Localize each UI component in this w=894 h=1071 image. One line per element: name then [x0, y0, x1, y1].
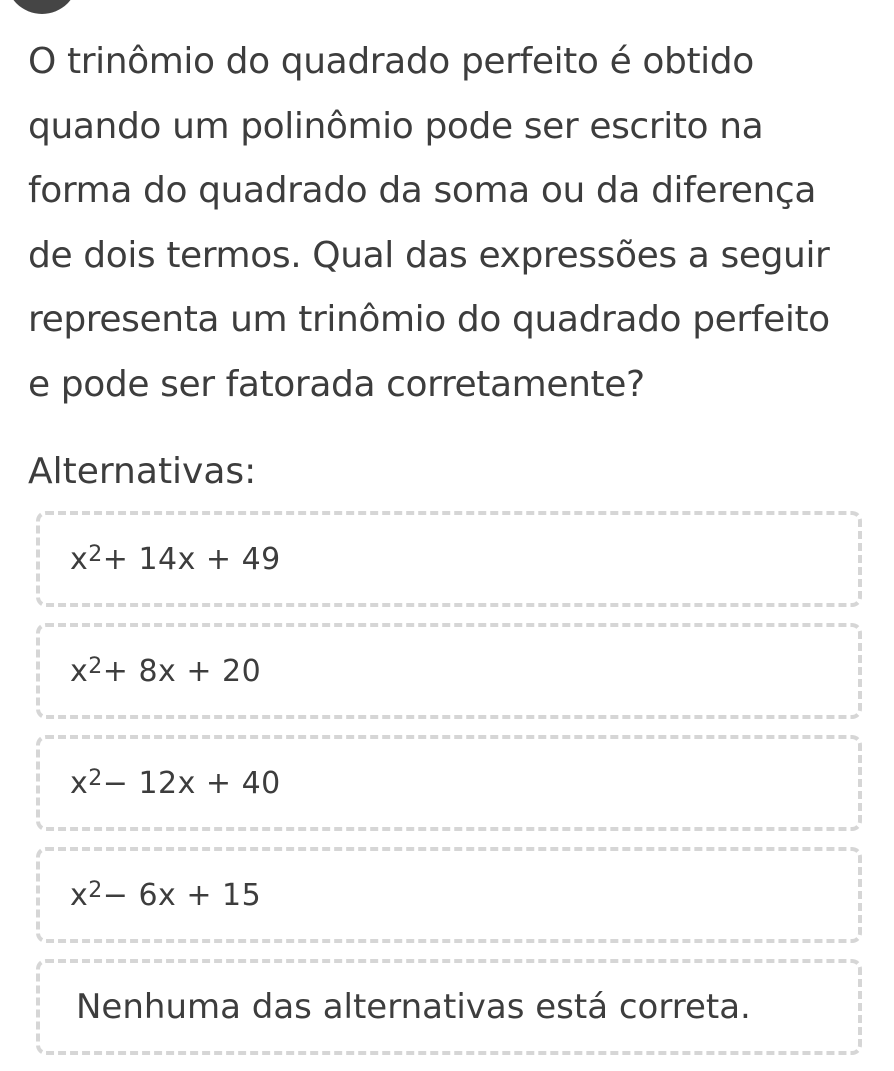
question-line: forma do quadrado da soma ou da diferença [28, 170, 816, 211]
question-line: representa um trinômio do quadrado perfeito [28, 299, 830, 340]
option-e[interactable] [36, 959, 862, 1055]
question-line: de dois termos. Qual das expressões a seguir [28, 234, 830, 276]
option-base: x [70, 541, 89, 577]
option-base: x [70, 653, 89, 689]
option-c[interactable]: x $^2$ − 12x + 40 [36, 735, 862, 831]
option-none-label: Nenhuma das alternativas está correta. [76, 987, 751, 1027]
option-base: x [70, 877, 89, 913]
option-a[interactable]: x $^2$ + 14x + 49 [36, 511, 862, 607]
question-text [28, 30, 878, 417]
option-base: x [70, 765, 89, 801]
option-d[interactable]: x $^2$ − 6x + 15 [36, 847, 862, 943]
option-rest: + 8x + 20 [102, 653, 262, 689]
avatar [6, 0, 78, 14]
alternatives-list [36, 511, 862, 1071]
option-b[interactable]: x $^2$ + 8x + 20 [36, 623, 862, 719]
option-rest: − 12x + 40 [102, 765, 281, 801]
question-line: quando um polinômio pode ser escrito na [28, 105, 764, 147]
option-rest: + 14x + 49 [102, 541, 281, 577]
alternatives-heading: Alternativas: [28, 451, 257, 492]
question-line: O trinômio do quadrado perfeito é obtido [28, 41, 754, 82]
option-rest: − 6x + 15 [102, 877, 262, 913]
question-line: e pode ser fatorada corretamente? [28, 363, 645, 405]
